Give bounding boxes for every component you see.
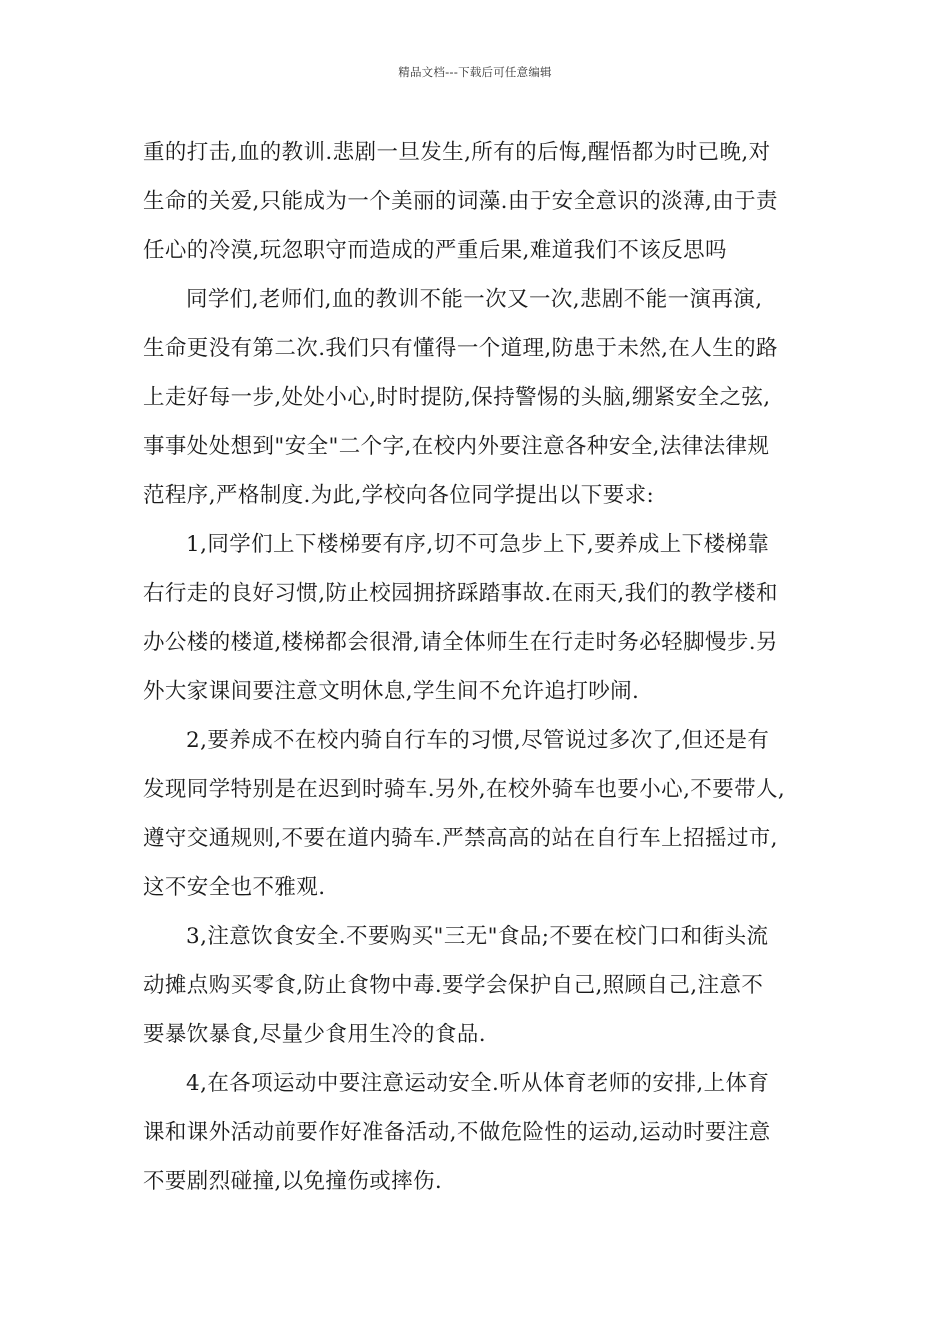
text-line: 不要剧烈碰撞,以免撞伤或摔伤. [143, 1169, 443, 1194]
text-line: 发现同学特别是在迟到时骑车.另外,在校外骑车也要小心,不要带人, [143, 777, 786, 802]
paragraph-1 [143, 128, 815, 275]
text-line: 4,在各项运动中要注意运动安全.听从体育老师的安排,上体育 [186, 1071, 770, 1096]
text-line: 生命的关爱,只能成为一个美丽的词藻.由于安全意识的淡薄,由于责 [143, 189, 778, 214]
page-header: 精品文档---下载后可任意编辑 [398, 65, 552, 79]
paragraph-2 [143, 275, 815, 520]
paragraph-5 [143, 912, 815, 1059]
paragraph-6 [143, 1059, 815, 1206]
text-line: 生命更没有第二次.我们只有懂得一个道理,防患于未然,在人生的路 [143, 336, 778, 361]
text-line: 范程序,严格制度.为此,学校向各位同学提出以下要求: [143, 483, 655, 508]
text-line: 外大家课间要注意文明休息,学生间不允许追打吵闹. [143, 679, 640, 704]
text-line: 重的打击,血的教训.悲剧一旦发生,所有的后悔,醒悟都为时已晚,对 [143, 140, 771, 165]
document-body [143, 128, 815, 1206]
text-line: 办公楼的楼道,楼梯都会很滑,请全体师生在行走时务必轻脚慢步.另 [143, 630, 778, 655]
text-line: 右行走的良好习惯,防止校园拥挤踩踏事故.在雨天,我们的教学楼和 [143, 581, 778, 606]
text-line: 课和课外活动前要作好准备活动,不做危险性的运动,运动时要注意 [143, 1120, 771, 1145]
text-line: 事事处处想到"安全"二个字,在校内外要注意各种安全,法律法律规 [143, 434, 770, 459]
text-line: 2,要养成不在校内骑自行车的习惯,尽管说过多次了,但还是有 [186, 728, 770, 753]
text-line: 动摊点购买零食,防止食物中毒.要学会保护自己,照顾自己,注意不 [143, 973, 764, 998]
text-line: 上走好每一步,处处小心,时时提防,保持警惕的头脑,绷紧安全之弦, [143, 385, 771, 410]
text-line: 这不安全也不雅观. [143, 875, 326, 900]
text-line: 任心的冷漠,玩忽职守而造成的严重后果,难道我们不该反思吗 [143, 238, 727, 263]
text-line: 1,同学们上下楼梯要有序,切不可急步上下,要养成上下楼梯靠 [186, 532, 770, 557]
text-line: 3,注意饮食安全.不要购买"三无"食品;不要在校门口和街头流 [186, 924, 769, 949]
paragraph-3 [143, 520, 815, 716]
text-line: 要暴饮暴食,尽量少食用生冷的食品. [143, 1022, 486, 1047]
paragraph-4 [143, 716, 815, 912]
text-line: 同学们,老师们,血的教训不能一次又一次,悲剧不能一演再演, [186, 287, 763, 312]
text-line: 遵守交通规则,不要在道内骑车.严禁高高的站在自行车上招摇过市, [143, 826, 778, 851]
